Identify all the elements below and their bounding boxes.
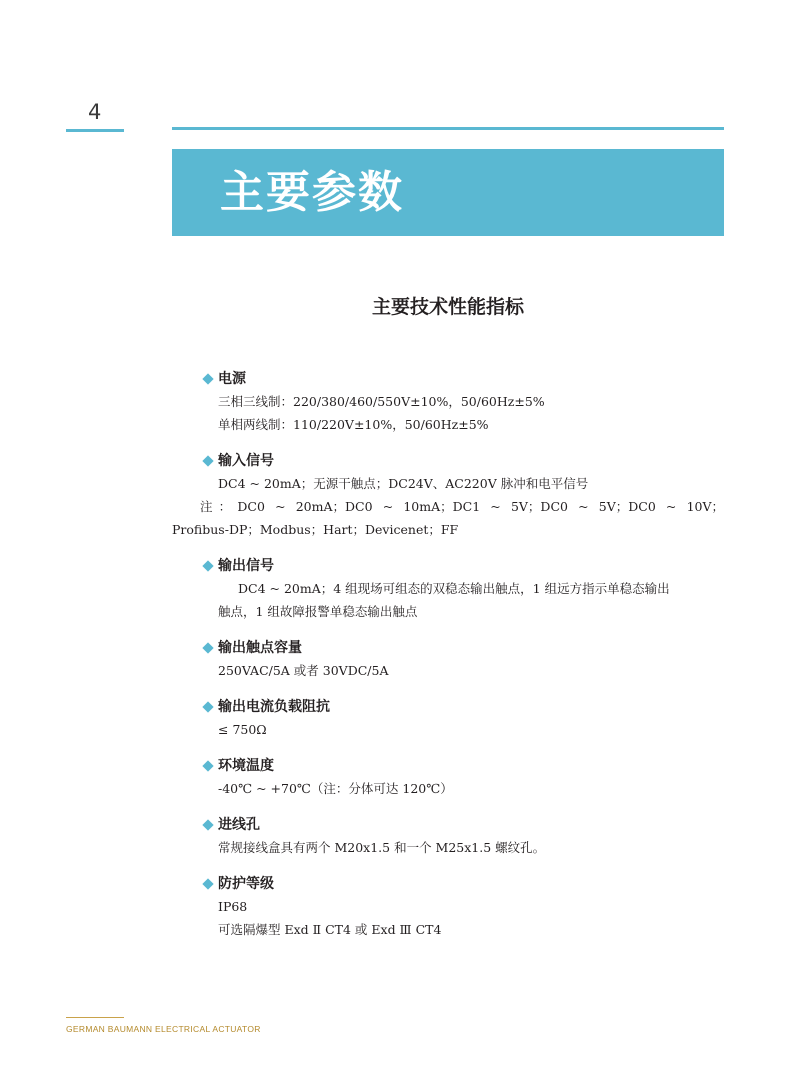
- spec-output-signal: [172, 555, 724, 623]
- page-number-underline: [66, 129, 124, 132]
- spec-heading: 防护等级: [172, 873, 724, 895]
- diamond-icon: [202, 373, 213, 384]
- spec-heading: 输出电流负载阻抗: [172, 696, 724, 718]
- header-rule: [172, 127, 724, 130]
- page-number: 4: [88, 100, 102, 124]
- spec-protection-class: [172, 873, 724, 941]
- spec-line: Profibus-DP；Modbus；Hart；Devicenet；FF: [172, 522, 459, 537]
- spec-cable-entry: [172, 814, 724, 859]
- spec-list: [172, 368, 724, 955]
- page-title: 主要参数: [220, 167, 404, 218]
- spec-heading: 输出信号: [172, 555, 724, 577]
- diamond-icon: [202, 642, 213, 653]
- spec-heading: 环境温度: [172, 755, 724, 777]
- footer-rule: [66, 1017, 124, 1018]
- diamond-icon: [202, 701, 213, 712]
- title-banner: [172, 149, 724, 236]
- spec-line: 常规接线盒具有两个 M20x1.5 和一个 M25x1.5 螺纹孔。: [218, 840, 546, 855]
- section-subtitle: 主要技术性能指标: [371, 296, 524, 318]
- spec-contact-capacity: [172, 637, 724, 682]
- diamond-icon: [202, 878, 213, 889]
- diamond-icon: [202, 819, 213, 830]
- spec-line: 250VAC/5A 或者 30VDC/5A: [218, 663, 389, 678]
- spec-power: [172, 368, 724, 436]
- spec-line: -40℃ ~ +70℃（注：分体可达 120℃）: [218, 781, 453, 796]
- footer-brand: GERMAN BAUMANN ELECTRICAL ACTUATOR: [66, 1024, 261, 1034]
- spec-input-signal: [172, 450, 724, 541]
- spec-line: IP68: [218, 899, 248, 914]
- spec-line: DC4 ~ 20mA；无源干触点；DC24V、AC220V 脉冲和电平信号: [218, 476, 589, 491]
- spec-line: 三相三线制：220/380/460/550V±10%，50/60Hz±5%: [218, 394, 545, 409]
- spec-heading: 进线孔: [172, 814, 724, 836]
- spec-load-impedance: [172, 696, 724, 741]
- spec-heading: 输入信号: [172, 450, 724, 472]
- diamond-icon: [202, 760, 213, 771]
- spec-heading: 输出触点容量: [172, 637, 724, 659]
- spec-line: ≤ 750Ω: [218, 722, 267, 737]
- spec-line: 触点，1 组故障报警单稳态输出触点: [218, 604, 418, 619]
- diamond-icon: [202, 455, 213, 466]
- spec-line: 单相两线制：110/220V±10%，50/60Hz±5%: [218, 417, 489, 432]
- spec-heading: 电源: [172, 368, 724, 390]
- spec-ambient-temperature: [172, 755, 724, 800]
- diamond-icon: [202, 560, 213, 571]
- spec-note-line: 注：DC0 ~ 20mA；DC0 ~ 10mA；DC1 ~ 5V；DC0 ~ 5V；DC0 ~ 10V；: [200, 499, 724, 514]
- spec-line: DC4 ~ 20mA；4 组现场可组态的双稳态输出触点，1 组远方指示单稳态输出: [238, 581, 670, 596]
- spec-line: 可选隔爆型 Exd Ⅱ CT4 或 Exd Ⅲ CT4: [218, 922, 442, 937]
